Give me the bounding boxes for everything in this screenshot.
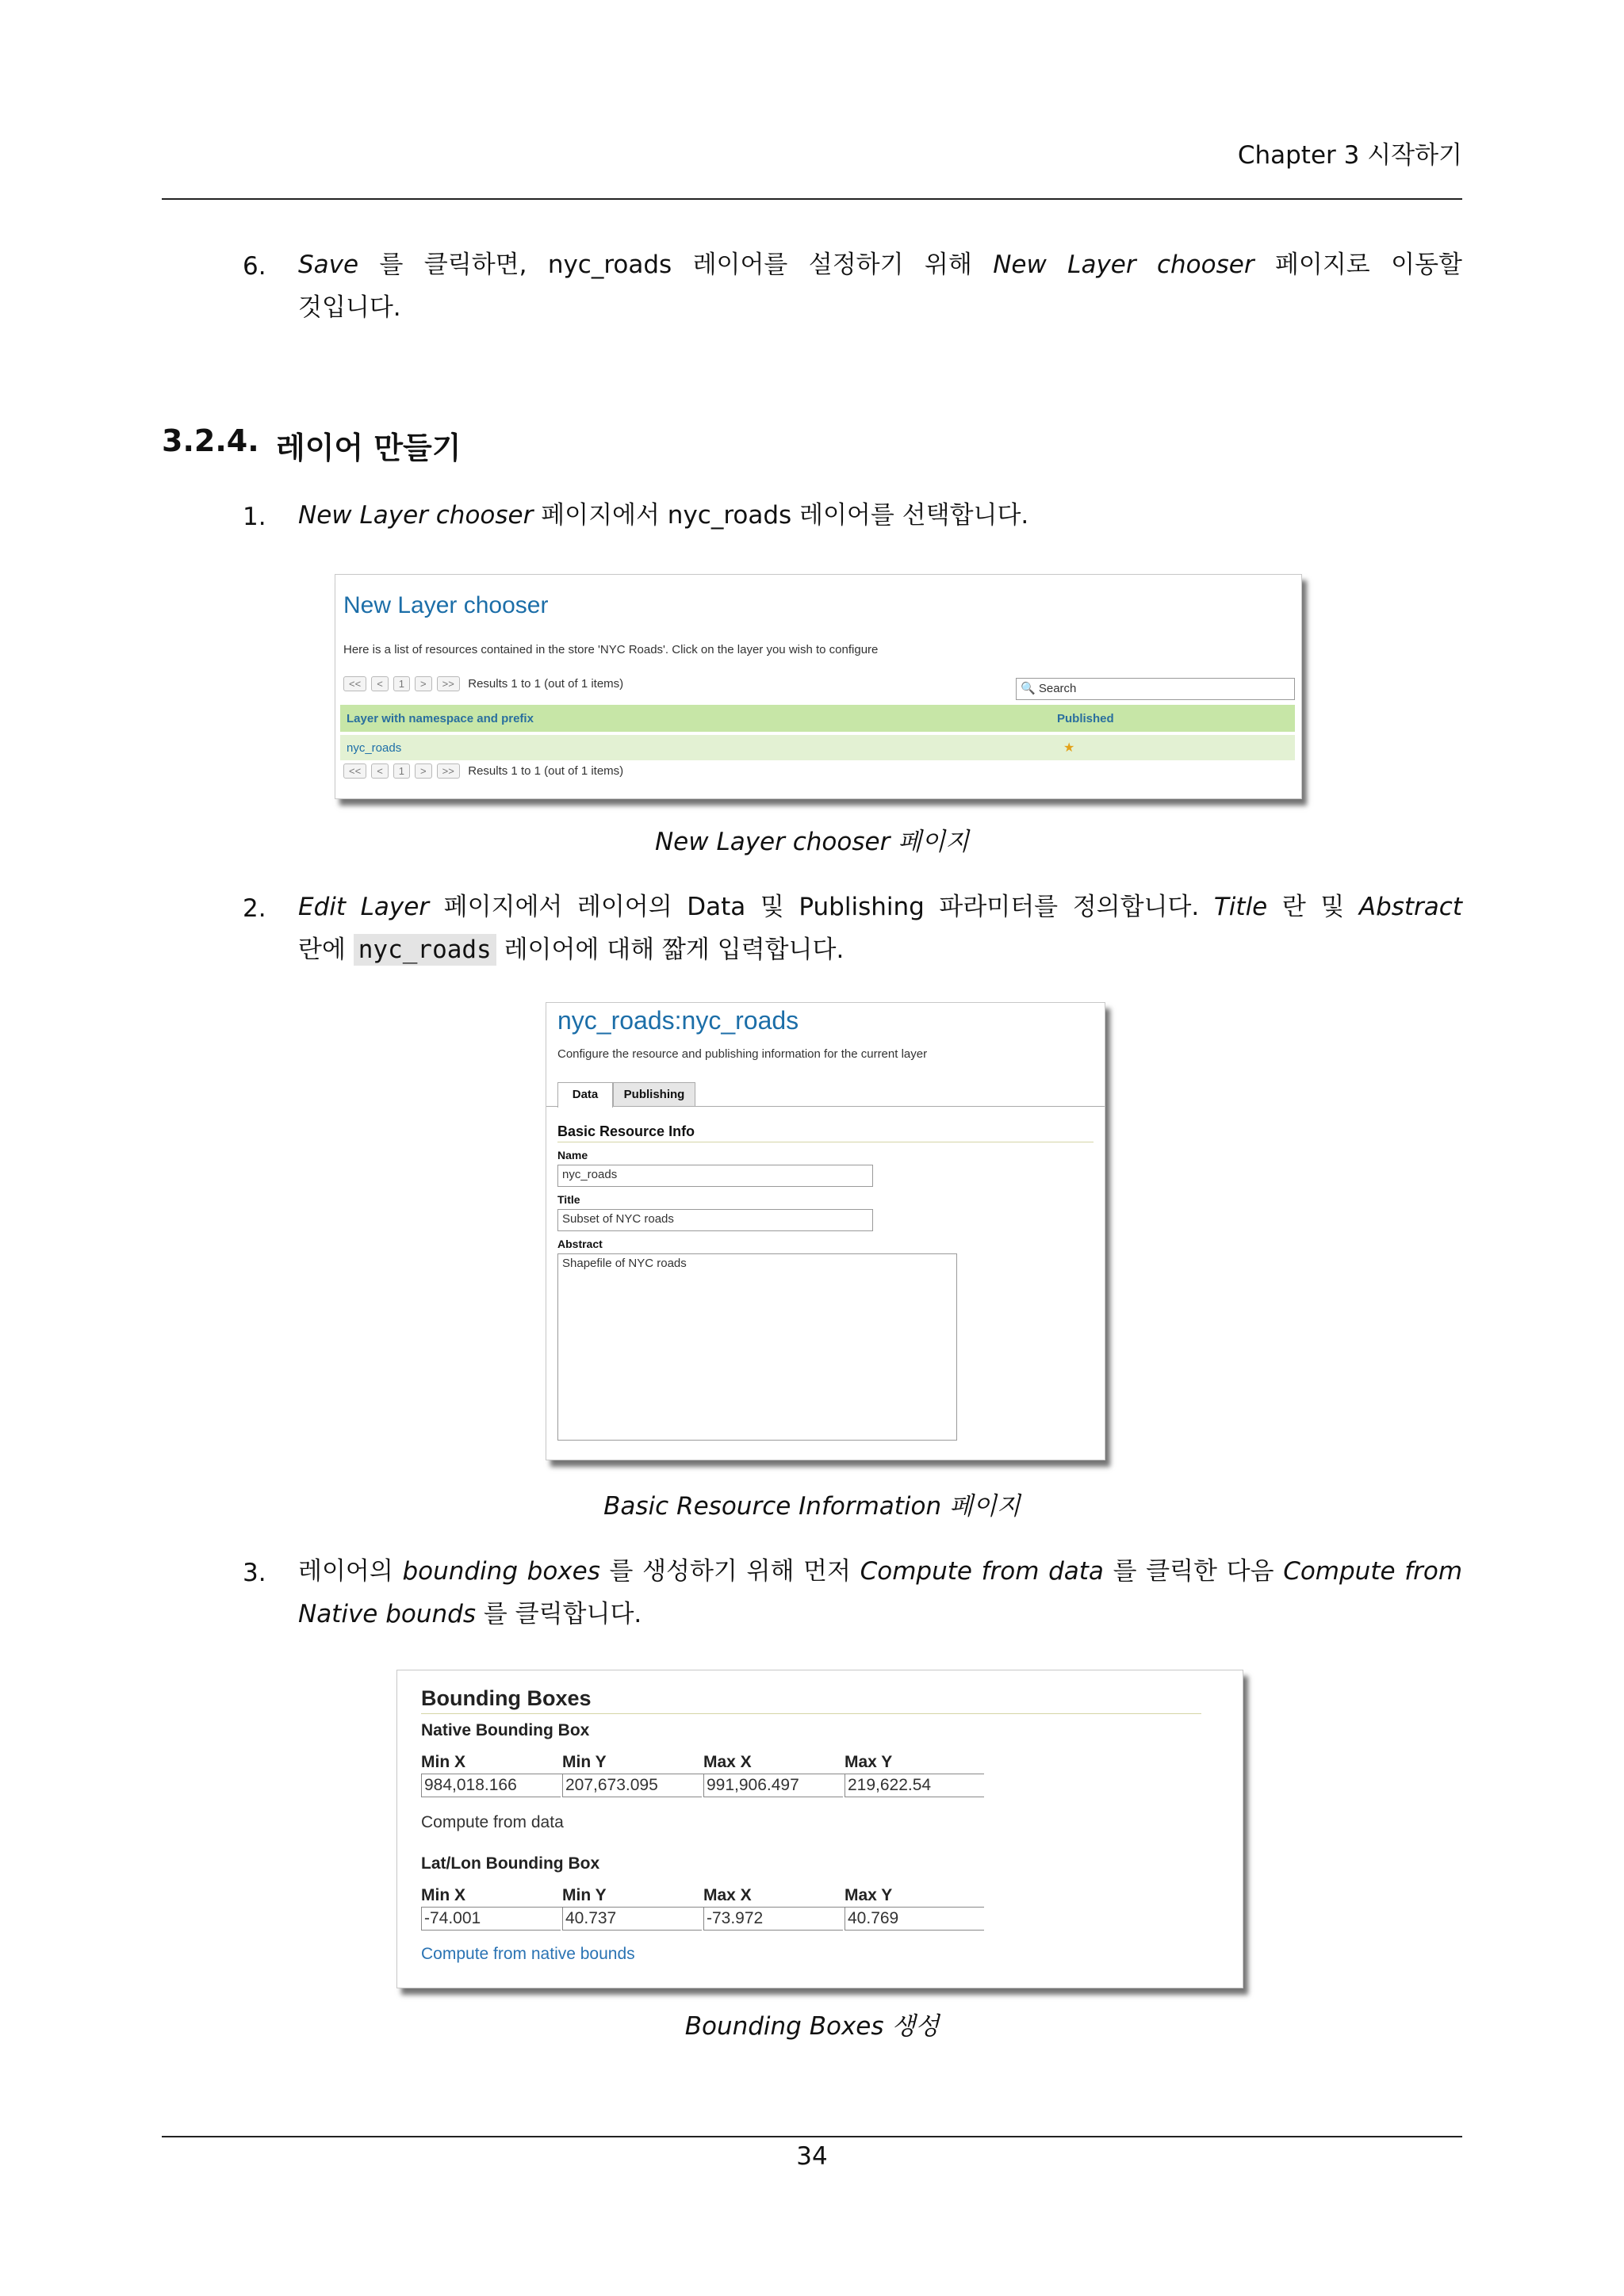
pager-results: Results 1 to 1 (out of 1 items) <box>468 764 624 778</box>
figure-caption-1 <box>162 821 1462 857</box>
caption-rest: 페이지 <box>890 828 970 856</box>
search-icon: 🔍 <box>1021 682 1036 695</box>
bounding-boxes-screenshot <box>396 1670 1243 1988</box>
name-label: Name <box>557 1149 588 1161</box>
bb-rule <box>421 1713 1201 1714</box>
latlon-minx-field[interactable]: -74.001 <box>421 1907 561 1931</box>
table-header <box>340 705 1295 732</box>
basic-resource-info-screenshot <box>546 1002 1105 1460</box>
tab-publishing[interactable]: Publishing <box>613 1082 695 1107</box>
search-input[interactable] <box>1016 678 1295 700</box>
inline-code: nyc_roads <box>354 934 496 966</box>
step-3-seg: 를 생성하기 위해 먼저 <box>599 1557 860 1586</box>
caption-italic: New Layer chooser <box>654 828 891 856</box>
step-3-seg: bounding boxes <box>402 1557 600 1586</box>
native-maxy-label: Max Y <box>845 1753 893 1771</box>
chapter-header: Chapter 3 시작하기 <box>1237 141 1462 170</box>
pager-top <box>343 676 623 691</box>
step-3-line1 <box>298 1551 1462 1592</box>
pager-first-button[interactable]: << <box>343 676 366 691</box>
step-3-seg: 를 클릭한 다음 <box>1103 1557 1284 1586</box>
step-2-seg: 란에 <box>298 936 354 964</box>
pager-page-button[interactable]: 1 <box>393 763 410 779</box>
search-placeholder: Search <box>1038 682 1077 695</box>
abstract-label: Abstract <box>557 1238 603 1250</box>
step-2-seg: Title <box>1213 893 1268 921</box>
step-6-seg: New Layer chooser <box>993 251 1254 279</box>
step-6-number: 6. <box>243 252 266 281</box>
table-row[interactable] <box>340 735 1295 760</box>
step-2-number: 2. <box>243 894 266 923</box>
col-published-header[interactable]: Published <box>1057 712 1114 725</box>
chooser-description: Here is a list of resources contained in the store 'NYC Roads'. Click on the layer you wish to configure <box>343 643 879 656</box>
figure-caption-3 <box>162 2006 1462 2042</box>
pager-first-button[interactable]: << <box>343 763 366 779</box>
pager-page-button[interactable]: 1 <box>393 676 410 691</box>
pager-last-button[interactable]: >> <box>437 676 460 691</box>
pager-results: Results 1 to 1 (out of 1 items) <box>468 677 624 691</box>
native-maxx-label: Max X <box>703 1753 752 1771</box>
latlon-maxx-label: Max X <box>703 1886 752 1904</box>
pager-next-button[interactable]: > <box>415 763 432 779</box>
step-1-text <box>298 495 1028 536</box>
step-2-line1 <box>298 886 1462 928</box>
latlon-maxx-field[interactable]: -73.972 <box>703 1907 843 1931</box>
caption-rest: 생성 <box>883 2012 940 2041</box>
step-3-line2 <box>298 1594 642 1635</box>
step-6-seg: Save <box>298 251 359 279</box>
abstract-textarea[interactable]: Shapefile of NYC roads <box>557 1253 957 1441</box>
section-basic-resource-info: Basic Resource Info <box>557 1123 695 1139</box>
latlon-maxy-field[interactable]: 40.769 <box>845 1907 984 1931</box>
col-layer-header[interactable]: Layer with namespace and prefix <box>347 712 534 725</box>
latlon-minx-label: Min X <box>421 1886 465 1904</box>
step-3-seg: Compute from data <box>860 1557 1104 1586</box>
step-6-line2: 것입니다. <box>298 293 401 322</box>
step-2-line2 <box>298 929 844 970</box>
step-3-seg: Native bounds <box>298 1600 476 1628</box>
publish-icon[interactable]: ★ <box>1063 741 1075 755</box>
step-6-line1 <box>298 244 1462 285</box>
footer-rule <box>162 2136 1462 2137</box>
step-3-seg: Compute from <box>1283 1557 1463 1586</box>
step-6-seg: 페이지로 이동할 <box>1254 251 1462 279</box>
latlon-miny-field[interactable]: 40.737 <box>562 1907 702 1931</box>
latlon-bbox-title: Lat/Lon Bounding Box <box>421 1854 600 1873</box>
caption-italic: Basic Resource Information <box>603 1492 942 1521</box>
native-miny-label: Min Y <box>562 1753 607 1771</box>
tab-data[interactable]: Data <box>557 1082 613 1108</box>
new-layer-chooser-screenshot <box>335 574 1302 799</box>
step-3-seg: 레이어의 <box>298 1557 403 1586</box>
native-maxy-field[interactable]: 219,622.54 <box>845 1774 984 1797</box>
step-2-seg: Abstract <box>1358 893 1462 921</box>
step-2-seg: 페이지에서 레이어의 Data 및 Publishing 파라미터를 정의합니다. <box>429 893 1214 921</box>
step-1-seg: 페이지에서 nyc_roads 레이어를 선택합니다. <box>533 501 1029 530</box>
step-2-seg: Edit Layer <box>298 893 430 921</box>
latlon-maxy-label: Max Y <box>845 1886 893 1904</box>
layer-link[interactable]: nyc_roads <box>347 741 402 755</box>
figure-caption-2 <box>162 1486 1462 1521</box>
pager-next-button[interactable]: > <box>415 676 432 691</box>
section-number: 3.2.4. <box>162 423 259 458</box>
chooser-title: New Layer chooser <box>343 592 549 618</box>
step-6-seg: 를 클릭하면, nyc_roads 레이어를 설정하기 위해 <box>358 251 994 279</box>
layer-description: Configure the resource and publishing information for the current layer <box>557 1047 928 1061</box>
caption-rest: 페이지 <box>941 1492 1021 1521</box>
step-2-seg: 레이어에 대해 짧게 입력합니다. <box>496 936 845 964</box>
bounding-boxes-title: Bounding Boxes <box>421 1686 592 1710</box>
header-rule <box>162 198 1462 200</box>
native-minx-field[interactable]: 984,018.166 <box>421 1774 561 1797</box>
native-maxx-field[interactable]: 991,906.497 <box>703 1774 843 1797</box>
page-number: 34 <box>796 2142 828 2171</box>
step-2-seg: 란 및 <box>1267 893 1359 921</box>
step-1-seg: New Layer chooser <box>298 501 534 530</box>
pager-bottom <box>343 763 623 779</box>
compute-from-native-link[interactable]: Compute from native bounds <box>421 1945 635 1963</box>
name-field[interactable]: nyc_roads <box>557 1165 873 1187</box>
title-field[interactable]: Subset of NYC roads <box>557 1209 873 1231</box>
step-1-number: 1. <box>243 503 266 531</box>
native-miny-field[interactable]: 207,673.095 <box>562 1774 702 1797</box>
layer-title: nyc_roads:nyc_roads <box>557 1006 799 1035</box>
pager-prev-button[interactable]: < <box>371 763 389 779</box>
native-minx-label: Min X <box>421 1753 465 1771</box>
pager-last-button[interactable]: >> <box>437 763 460 779</box>
caption-italic: Bounding Boxes <box>684 2012 884 2041</box>
native-bbox-title: Native Bounding Box <box>421 1721 590 1739</box>
latlon-miny-label: Min Y <box>562 1886 607 1904</box>
title-label: Title <box>557 1193 580 1206</box>
compute-from-data-link[interactable]: Compute from data <box>421 1813 564 1831</box>
step-3-number: 3. <box>243 1559 266 1587</box>
section-title: 레이어 만들기 <box>276 430 462 465</box>
pager-prev-button[interactable]: < <box>371 676 389 691</box>
step-3-seg: 를 클릭합니다. <box>476 1600 642 1628</box>
